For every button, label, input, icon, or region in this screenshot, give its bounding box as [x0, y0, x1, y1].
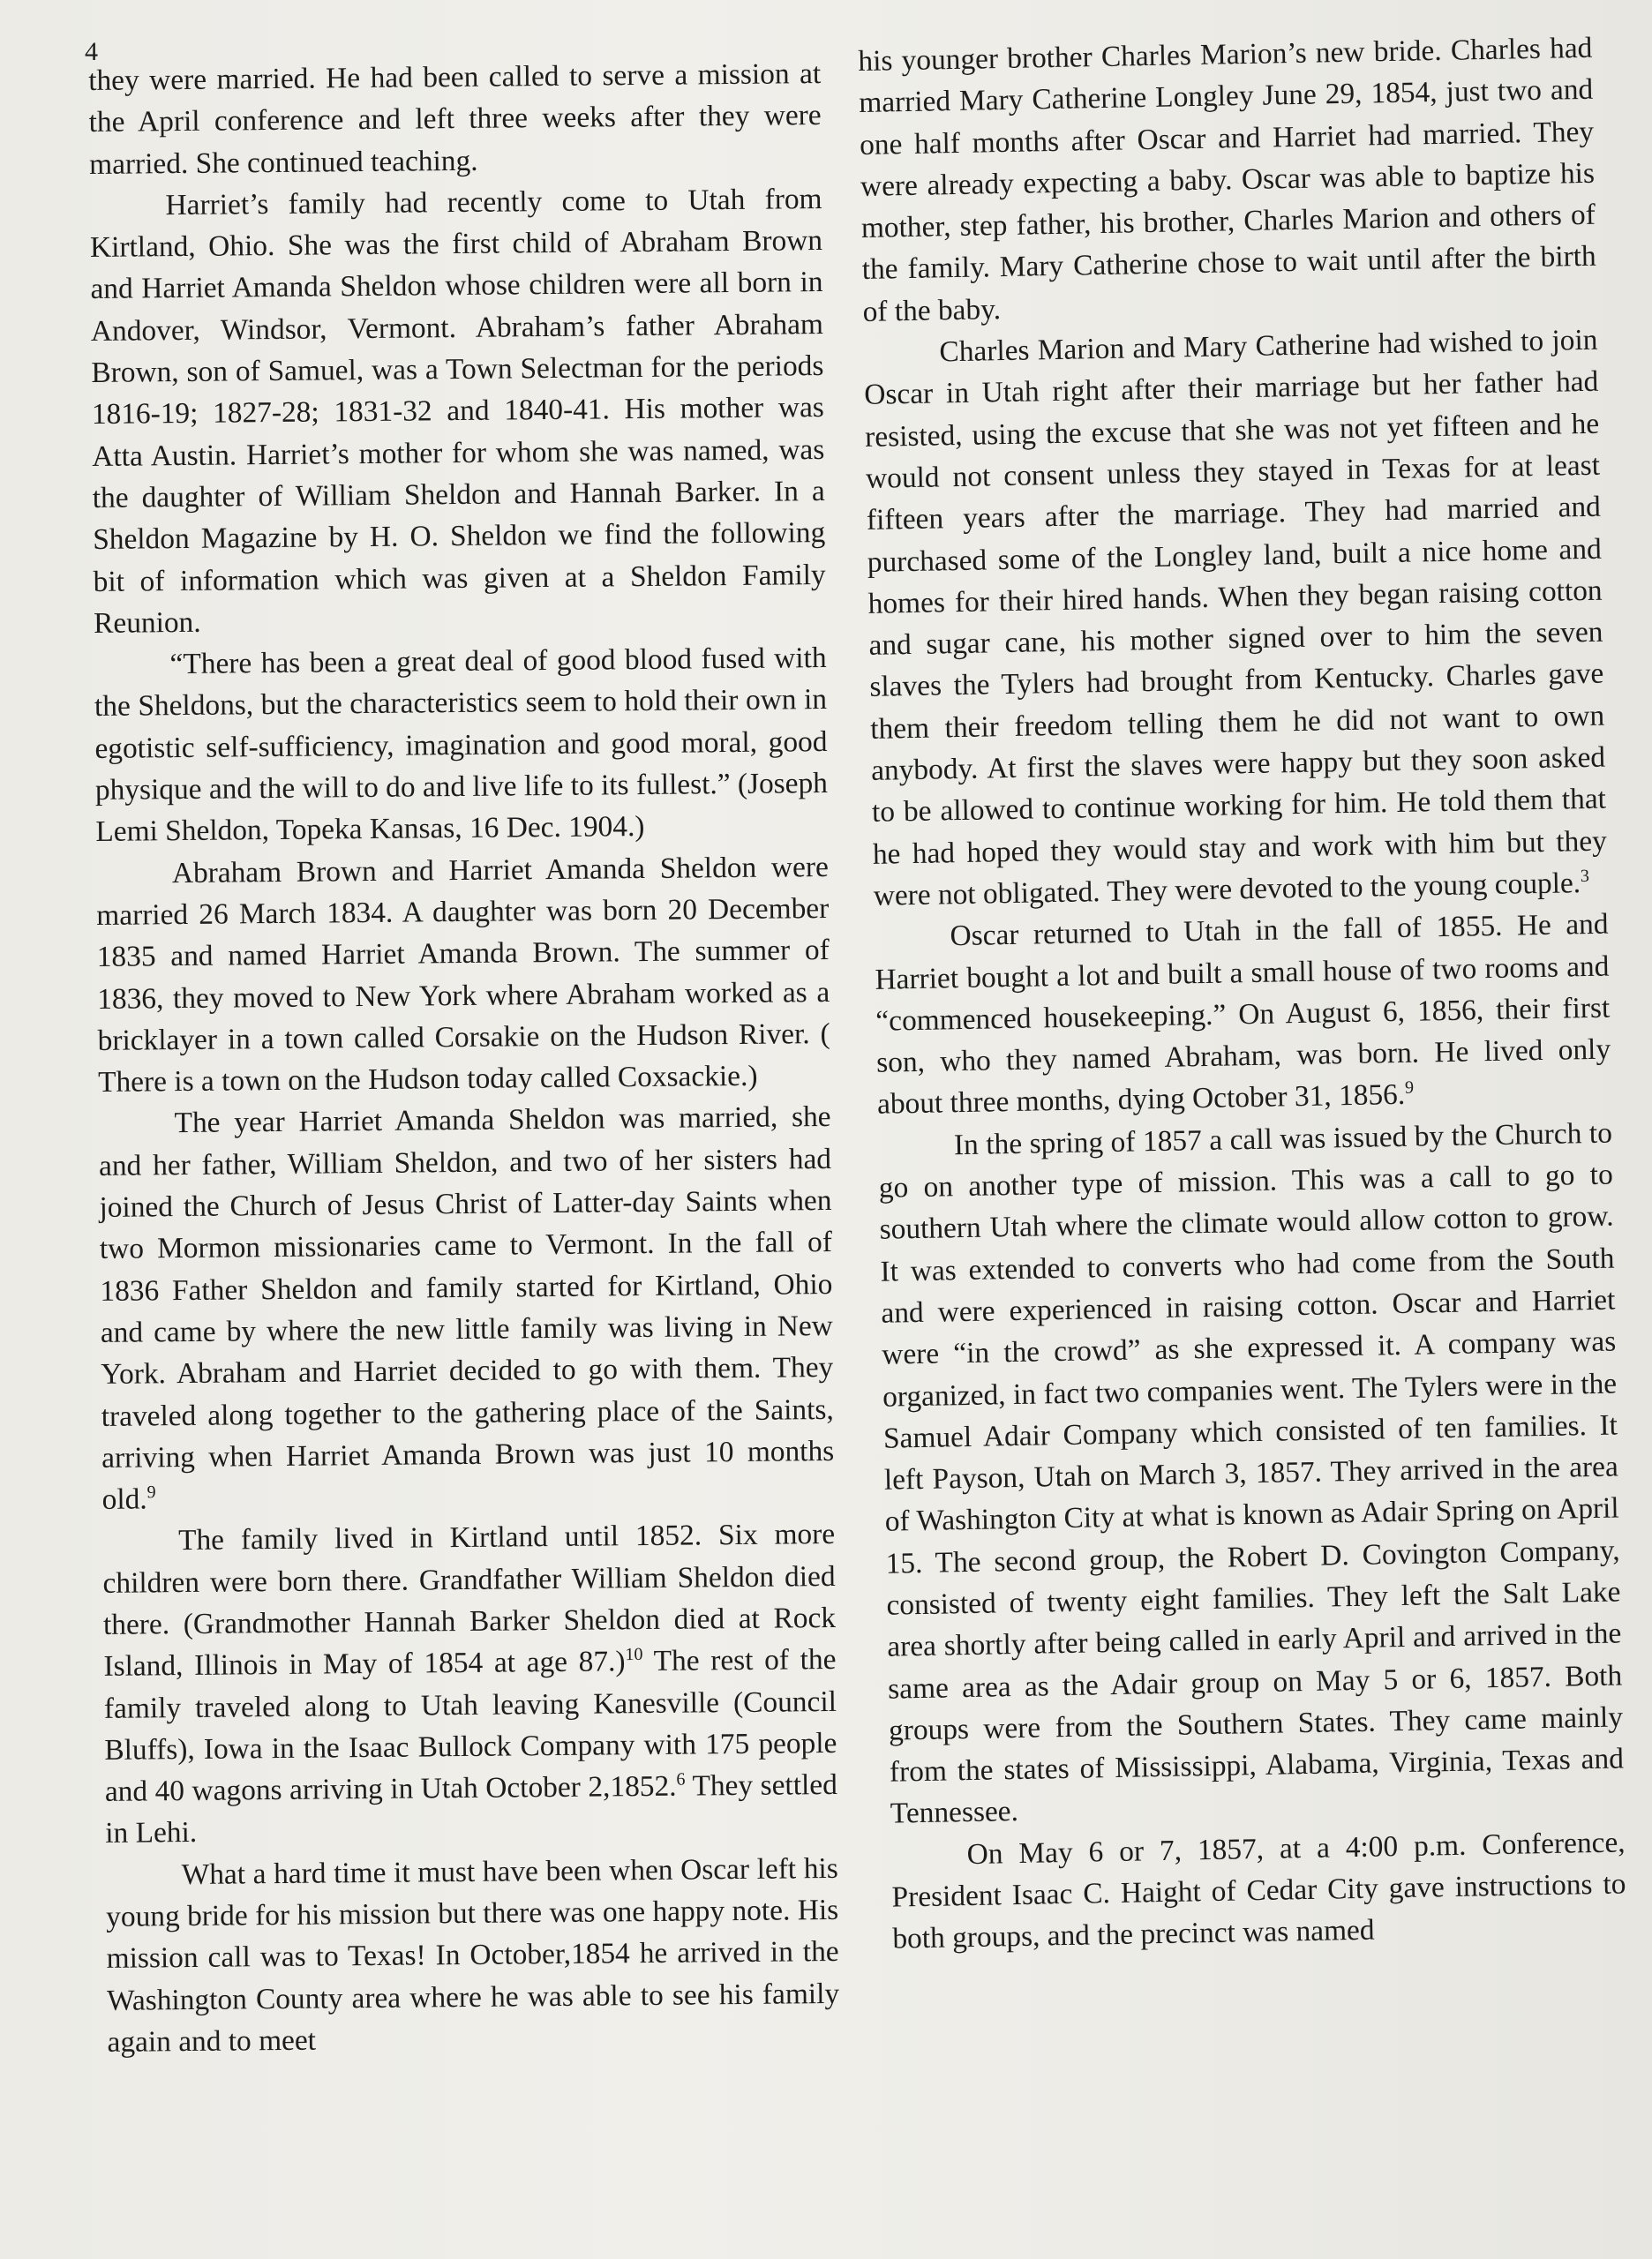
paragraph	[878, 1112, 1626, 1835]
paragraph-text: On May 6 or 7, 1857, at a 4:00 p.m. Conference, President Isaac C. Haight of Cedar City gave instructions to both groups, and the precinct was named	[891, 1826, 1626, 1955]
right-text-column	[858, 27, 1627, 1961]
page-number: 4	[85, 37, 98, 66]
paragraph	[863, 319, 1608, 917]
left-text-column	[88, 53, 840, 2063]
paragraph	[890, 1821, 1626, 1960]
paragraph	[858, 27, 1597, 333]
footnote-marker: 10	[625, 1645, 643, 1665]
paragraph-text: In the spring of 1857 a call was issued by the Church to go on another type of mission. This was a call to go to southern Utah where the climate would allow cotton to grow. It was extended to converts who had come from the South and were experienced in raising cotton. Oscar and Harriet were “in the crowd” as she expressed it. A company was organized, in fact two companies went. The Tylers were in the Samuel Adair Company which consisted of ten families. It left Payson, Utah on March 3, 1857. They arrived in the area of Washington City at what is known as Adair Spring on April 15. The second group, the Robert D. Covington Company, consisted of twenty eight families. They left the Salt Lake area shortly after being called in early April and arrived in the same area as the Adair group on May 5 or 6, 1857. Both groups were from the Southern States. They came mainly from the states of Mississippi, Alabama, Virginia, Texas and Tennessee.	[878, 1116, 1625, 1831]
paragraph	[102, 1513, 838, 1854]
paragraph-text: Oscar returned to Utah in the fall of 1855. He and Harriet bought a lot and built a small house of two rooms and “commenced housekeeping.” On August 6, 1856, their first son, who they named Abraham, was born. He lived only about three months, dying October 31, 1856.	[875, 907, 1611, 1122]
paragraph	[88, 53, 822, 185]
paragraph	[106, 1848, 840, 2063]
paragraph-text: Charles Marion and Mary Catherine had wished to join Oscar in Utah right after their marriage but her father had resisted, using the excuse that she was not yet fifteen and he would not consent unless they stayed in Texas for at least fifteen years after the marriage. They had married and purchased some of the Longley land, built a nice home and homes for their hired hands. When they began raising cotton and sugar cane, his mother signed over to him the seven slaves the Tylers had brought from Kentucky. Charles gave them their freedom telling them he did not want to own anybody. At first the slaves were happy but they soon asked to be allowed to continue working for him. He told them that he had hoped they would stay and work with him but they were not obligated. They were devoted to the young couple.	[864, 323, 1608, 912]
paragraph	[96, 846, 831, 1104]
footnote-marker: 3	[1580, 866, 1590, 886]
paragraph-text: they were married. He had been called to serve a mission at the April conference and left three weeks after they were married. She continued teaching.	[88, 57, 822, 181]
paragraph-text: They settled in Lehi.	[105, 1768, 837, 1850]
paragraph-text: The year Harriet Amanda Sheldon was married, she and her father, William Sheldon, and two of her sisters had joined the Church of Jesus Christ of Latter-day Saints when two Mormon missionaries came to Vermont. In the fall of 1836 Father Sheldon and family started for Kirtland, Ohio and came by where the new little family was living in New York. Abraham and Harriet decided to go with them. They traveled along together to the gathering place of the Saints, arriving when Harriet Amanda Brown was just 10 months old.	[98, 1100, 835, 1517]
paragraph	[89, 178, 826, 644]
paragraph-text: his younger brother Charles Marion’s new bride. Charles had married Mary Catherine Longley June 29, 1854, just two and one half months after Oscar and Harriet had married. They were already expecting a baby. Oscar was able to baptize his mother, step father, his brother, Charles Marion and others of the family. Mary Catherine chose to wait until after the birth of the baby.	[858, 31, 1596, 328]
paragraph	[98, 1096, 835, 1520]
footnote-marker: 9	[146, 1482, 156, 1503]
footnote-marker: 6	[676, 1769, 686, 1790]
paragraph-text: Harriet’s family had recently come to Utah from Kirtland, Ohio. She was the first child of Abraham Brown and Harriet Amanda Sheldon whose children were all born in Andover, Windsor, Vermont. Abraham’s father Abraham Brown, son of Samuel, was a Town Selectman for the periods 1816-19; 1827-28; 1831-32 and 1840-41. His mother was Atta Austin. Harriet’s mother for whom she was named, was the daughter of William Sheldon and Hannah Barker. In a Sheldon Magazine by H. O. Sheldon we find the following bit of information which was given at a Sheldon Family Reunion.	[89, 182, 826, 640]
paragraph-text: The rest of the family traveled along to Utah leaving Kanesville (Council Bluffs), Iowa in the Isaac Bullock Company with 175 people and 40 wagons arriving in Utah October 2,1852.	[103, 1643, 837, 1809]
paragraph-text: “There has been a great deal of good blood fused with the Sheldons, but the characteristics seem to hold their own in egotistic self-sufficiency, imagination and good moral, good physique and the will to do and live life to its fullest.” (Joseph Lemi Sheldon, Topeka Kansas, 16 Dec. 1904.)	[94, 642, 829, 849]
paragraph	[874, 904, 1611, 1126]
footnote-marker: 9	[1404, 1077, 1415, 1099]
paragraph-text: What a hard time it must have been when Oscar left his young bride for his mission but there was one happy note. His mission call was to Texas! In October,1854 he arrived in the Washington County area where he was able to see his family again and to meet	[106, 1851, 840, 2059]
paragraph-text: Abraham Brown and Harriet Amanda Sheldon were married 26 March 1834. A daughter was born 20 December 1835 and named Harriet Amanda Brown. The summer of 1836, they moved to New York where Abraham worked as a bricklayer in a town called Corsakie on the Hudson River. ( There is a town on the Hudson today called Coxsackie.)	[96, 850, 830, 1099]
paragraph	[94, 637, 828, 852]
paragraph-text: The family lived in Kirtland until 1852. Six more children were born there. Grandfather William Sheldon died there. (Grandmother Hannah Barker Sheldon died at Rock Island, Illinois in May of 1854 at age 87.)	[102, 1518, 837, 1684]
